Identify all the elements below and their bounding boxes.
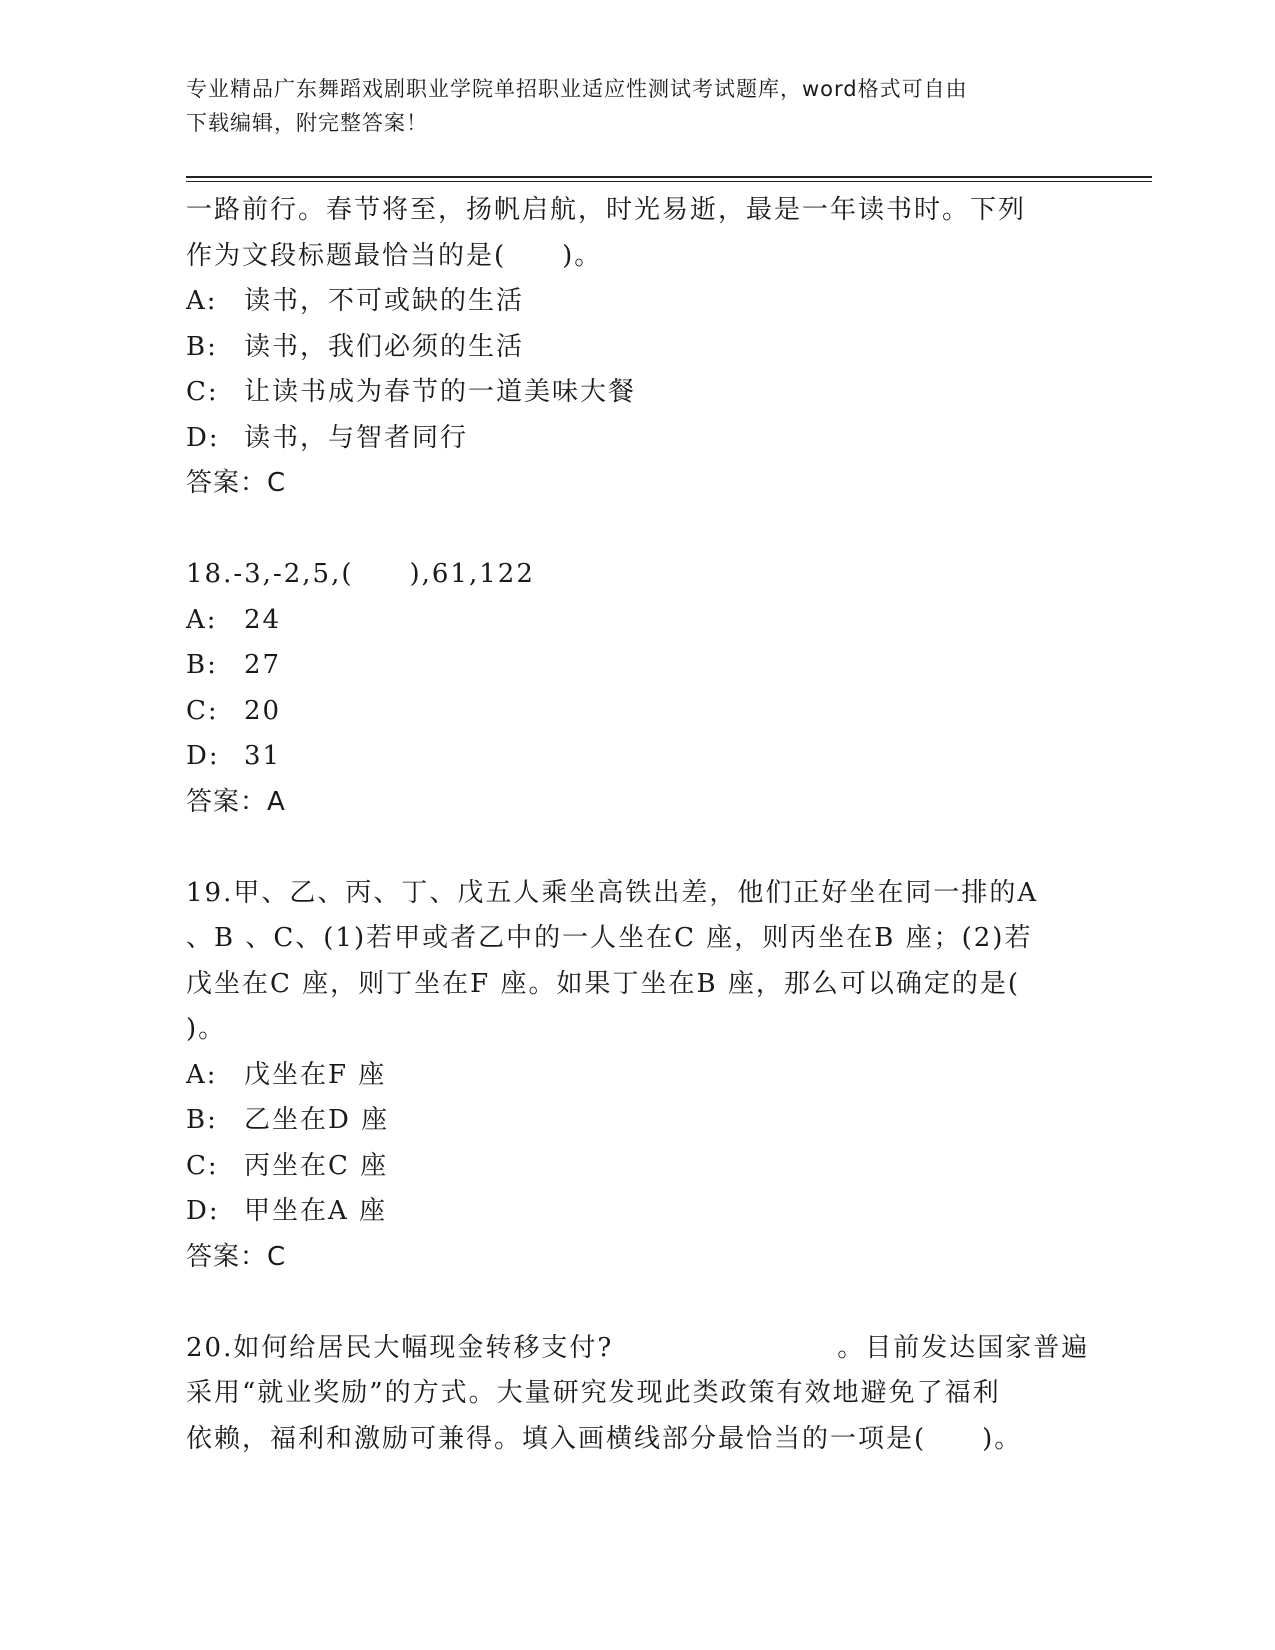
question-19 — [186, 871, 1086, 1281]
question-text-line: 、B 、C、(1)若甲或者乙中的一人坐在C 座，则丙坐在B 座；(2)若 — [186, 923, 1033, 953]
option-key: C: — [186, 377, 219, 407]
option-text: 24 — [244, 604, 282, 635]
option-key: B: — [186, 331, 218, 362]
question-text-line: 采用“就业奖励”的方式。大量研究发现此类政策有效地避免了福利 — [186, 1378, 1001, 1408]
option-a — [186, 1053, 1086, 1099]
option-key: A: — [186, 604, 218, 635]
question-text-line: 19.甲、乙、丙、丁、戊五人乘坐高铁出差，他们正好坐在同一排的A — [186, 877, 1039, 908]
question-content — [186, 188, 1090, 1462]
option-text: 读书，与智者同行 — [244, 422, 469, 453]
option-text: 20 — [244, 695, 282, 726]
option-text: 31 — [244, 741, 282, 771]
option-key: A: — [186, 286, 218, 316]
option-a — [186, 598, 1086, 644]
option-d — [186, 416, 1086, 462]
spacer — [186, 1280, 1086, 1326]
option-text: 戊坐在F 座 — [244, 1059, 387, 1090]
answer-line: 答案：C — [186, 1241, 287, 1272]
answer-line: 答案：A — [186, 786, 286, 817]
option-c — [186, 1144, 1086, 1190]
option-c — [186, 370, 1086, 416]
option-key: D: — [186, 1196, 220, 1226]
question-text-line: 依赖，福利和激励可兼得。填入画横线部分最恰当的一项是( )。 — [186, 1423, 1023, 1454]
option-b — [186, 1098, 1086, 1144]
question-17 — [186, 188, 1086, 507]
option-key: C: — [186, 1150, 219, 1181]
header-rule-thin — [186, 181, 1152, 182]
option-text: 读书，不可或缺的生活 — [244, 286, 525, 316]
option-key: B: — [186, 1105, 218, 1135]
option-d — [186, 734, 1086, 780]
spacer — [186, 507, 1086, 553]
answer-line: 答案：C — [186, 468, 287, 498]
option-key: D: — [186, 741, 220, 771]
question-18 — [186, 552, 1086, 825]
question-text-line: 18.-3,-2,5,( ),61,122 — [186, 559, 535, 589]
page-header — [186, 72, 1066, 140]
question-text-line: 作为文段标题最恰当的是( )。 — [186, 240, 603, 271]
option-d — [186, 1189, 1086, 1235]
option-b — [186, 643, 1086, 689]
spacer — [186, 825, 1086, 871]
question-text-line: 一路前行。春节将至，扬帆启航，时光易逝，最是一年读书时。下列 — [186, 195, 1027, 225]
header-line-1: 专业精品广东舞蹈戏剧职业学院单招职业适应性测试考试题库，word格式可自由 — [186, 77, 968, 101]
option-a — [186, 279, 1086, 325]
option-key: C: — [186, 695, 219, 726]
option-text: 甲坐在A 座 — [244, 1196, 388, 1226]
question-text-line: 戊坐在C 座，则丁坐在F 座。如果丁坐在B 座，那么可以确定的是( — [186, 968, 1020, 999]
option-key: B: — [186, 650, 218, 680]
question-text-line: 20.如何给居民大幅现金转移支付? 。目前发达国家普遍 — [186, 1332, 1090, 1363]
option-c — [186, 689, 1086, 735]
option-key: D: — [186, 422, 220, 453]
option-text: 27 — [244, 650, 282, 680]
question-text-line: )。 — [186, 1014, 227, 1044]
question-20 — [186, 1326, 1090, 1463]
option-text: 乙坐在D 座 — [244, 1105, 390, 1135]
option-text: 读书，我们必须的生活 — [244, 331, 525, 362]
header-line-2: 下载编辑，附完整答案！ — [186, 111, 428, 135]
option-text: 让读书成为春节的一道美味大餐 — [244, 377, 637, 407]
option-key: A: — [186, 1059, 218, 1090]
option-text: 丙坐在C 座 — [244, 1150, 389, 1181]
header-rule-thick — [186, 176, 1152, 178]
option-b — [186, 325, 1086, 371]
